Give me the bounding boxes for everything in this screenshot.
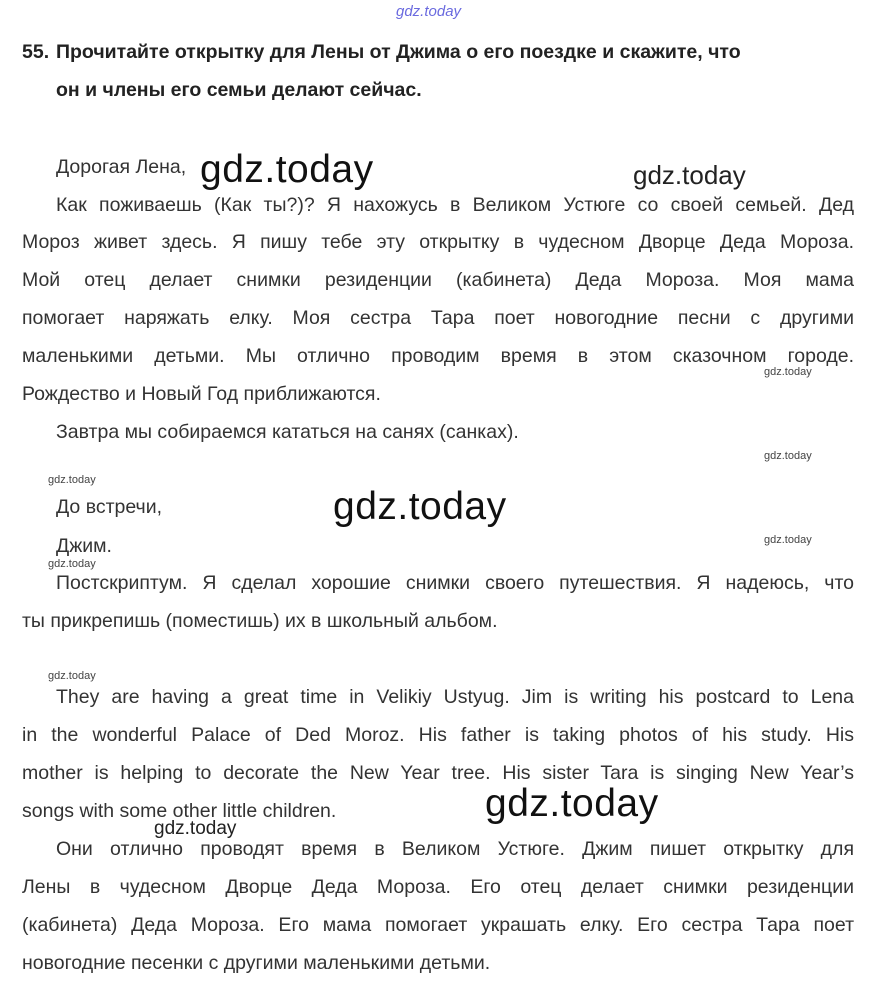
watermark-small: gdz.today	[48, 558, 96, 570]
watermark-large: gdz.today	[485, 782, 659, 825]
watermark-small: gdz.today	[764, 450, 812, 462]
answer-en-line: in the wonderful Palace of Ded Moroz. His father is taking photos of his study. His	[22, 724, 854, 746]
answer-en-line: mother is helping to decorate the New Year tree. His sister Tara is singing New Year’s	[22, 762, 854, 784]
watermark-large: gdz.today	[333, 485, 507, 528]
watermark-small: gdz.today	[48, 474, 96, 486]
answer-ru-line: новогодние песенки с другими маленькими детьми.	[22, 952, 491, 974]
watermark-small: gdz.today	[764, 366, 812, 378]
task-text-line-1: Прочитайте открытку для Лены от Джима о его поездке и скажите, что	[56, 41, 741, 63]
postcard-line: Мороз живет здесь. Я пишу тебе эту открытку в чудесном Дворце Деда Мороза.	[22, 231, 854, 253]
watermark-small: gdz.today	[48, 670, 96, 682]
postcard-line: Рождество и Новый Год приближаются.	[22, 383, 381, 405]
answer-en-line: They are having a great time in Velikiy Ustyug. Jim is writing his postcard to Lena	[56, 686, 854, 708]
postcard-line: маленькими детьми. Мы отлично проводим время в этом сказочном городе.	[22, 345, 854, 367]
postcard-ps-line: Постскриптум. Я сделал хорошие снимки своего путешествия. Я надеюсь, что	[56, 572, 854, 594]
postcard-line: помогает наряжать елку. Моя сестра Тара поет новогодние песни с другими	[22, 307, 854, 329]
watermark-large: gdz.today	[200, 148, 374, 191]
task-number: 55.	[22, 41, 50, 63]
postcard-line: Как поживаешь (Как ты?)? Я нахожусь в Великом Устюге со своей семьей. Дед	[56, 194, 854, 216]
postcard-line: Мой отец делает снимки резиденции (кабинета) Деда Мороза. Моя мама	[22, 269, 854, 291]
postcard-greeting: Дорогая Лена,	[56, 156, 187, 178]
postcard-signature: Джим.	[56, 535, 112, 557]
task-text-line-2: он и члены его семьи делают сейчас.	[56, 79, 422, 101]
answer-ru-line: Лены в чудесном Дворце Деда Мороза. Его отец делает снимки резиденции	[22, 876, 854, 898]
watermark-medium: gdz.today	[154, 818, 237, 839]
answer-en-line: songs with some other little children.	[22, 800, 337, 822]
answer-ru-line: (кабинета) Деда Мороза. Его мама помогает украшать елку. Его сестра Тара поет	[22, 914, 854, 936]
watermark-small: gdz.today	[764, 534, 812, 546]
postcard-tomorrow: Завтра мы собираемся кататься на санях (санках).	[56, 421, 519, 443]
postcard-closing: До встречи,	[56, 496, 163, 518]
postcard-ps-line: ты прикрепишь (поместишь) их в школьный альбом.	[22, 610, 498, 632]
answer-ru-line: Они отлично проводят время в Великом Устюге. Джим пишет открытку для	[56, 838, 854, 860]
watermark-top: gdz.today	[396, 3, 462, 20]
watermark-medium: gdz.today	[633, 160, 746, 190]
